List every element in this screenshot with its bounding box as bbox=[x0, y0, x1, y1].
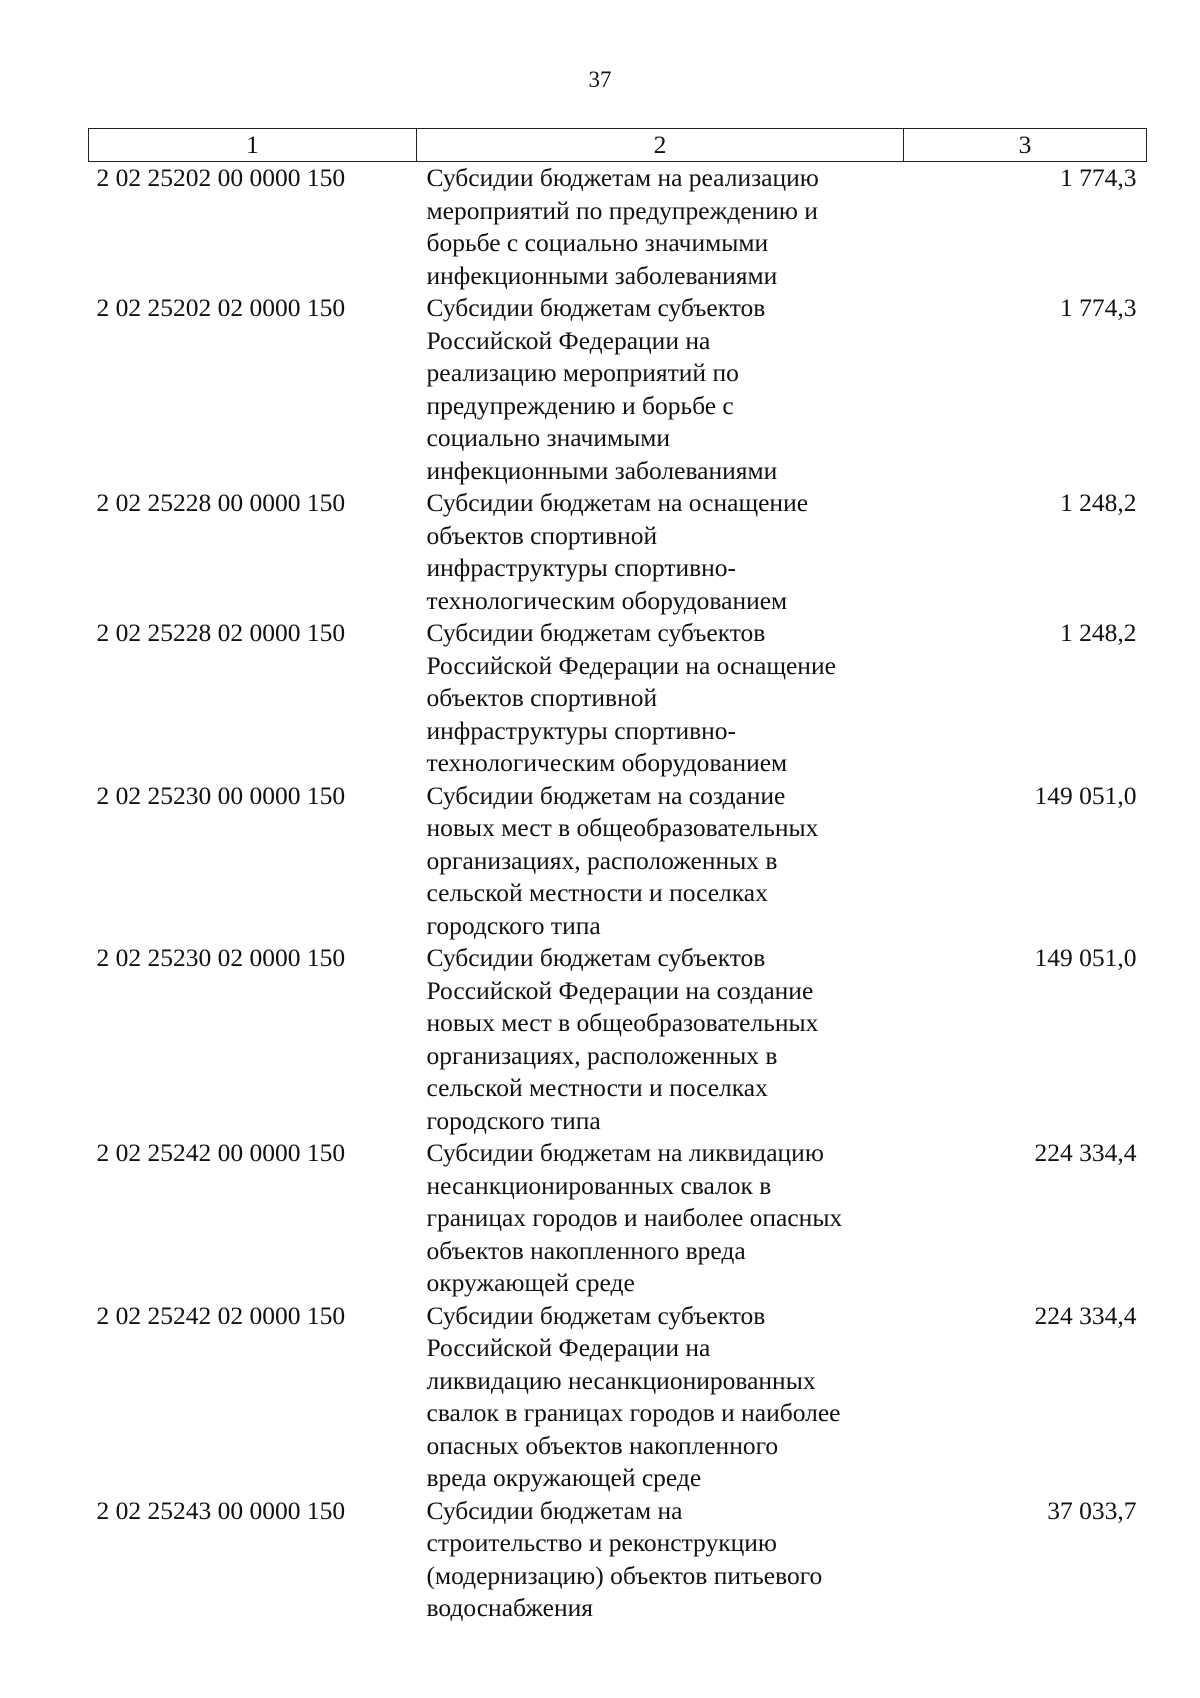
description-line: водоснабжения bbox=[426, 1593, 593, 1622]
description-line: новых мест в общеобразовательных bbox=[426, 813, 819, 842]
description-line: борьбе с социально значимыми bbox=[426, 228, 769, 257]
description-line: предупреждению и борьбе с bbox=[426, 390, 734, 420]
row-description bbox=[417, 780, 904, 943]
description-line: свалок в границах городов и наиболее bbox=[426, 1398, 841, 1427]
description-line: Российской Федерации на создание bbox=[426, 975, 814, 1005]
table-row bbox=[89, 1300, 1147, 1495]
column-header-code: 1 bbox=[89, 129, 417, 162]
description-line: опасных объектов накопленного bbox=[426, 1430, 779, 1460]
row-code: 2 02 25202 02 0000 150 bbox=[96, 293, 346, 322]
column-header-amount: 3 bbox=[904, 129, 1147, 162]
description-line: (модернизацию) объектов питьевого bbox=[426, 1560, 823, 1590]
row-amount: 1 774,3 bbox=[1060, 163, 1137, 192]
description-line: организациях, расположенных в bbox=[426, 1040, 778, 1070]
description-line: технологическим оборудованием bbox=[426, 585, 788, 615]
description-line: ликвидацию несанкционированных bbox=[426, 1365, 816, 1395]
table-row bbox=[89, 780, 1147, 943]
budget-table bbox=[88, 128, 1147, 1625]
description-line: несанкционированных свалок в bbox=[426, 1170, 772, 1200]
row-amount: 149 051,0 bbox=[1034, 780, 1137, 810]
column-header-description: 2 bbox=[417, 129, 904, 162]
table-row bbox=[89, 1495, 1147, 1625]
table-row bbox=[89, 162, 1147, 293]
row-amount: 1 248,2 bbox=[1060, 488, 1137, 517]
header-row bbox=[89, 129, 1147, 162]
description-line: Субсидии бюджетам на оснащение bbox=[426, 488, 809, 517]
description-line: городского типа bbox=[426, 910, 601, 940]
description-line: Субсидии бюджетам на bbox=[426, 1495, 683, 1525]
table-row bbox=[89, 1137, 1147, 1300]
description-line: объектов спортивной bbox=[426, 683, 658, 712]
row-code: 2 02 25230 02 0000 150 bbox=[96, 943, 346, 972]
table-row bbox=[89, 942, 1147, 1137]
row-code: 2 02 25228 00 0000 150 bbox=[96, 488, 346, 517]
description-line: реализацию мероприятий по bbox=[426, 358, 739, 387]
description-line: Субсидии бюджетам субъектов bbox=[426, 1300, 766, 1330]
row-amount: 1 774,3 bbox=[1060, 293, 1137, 322]
row-description bbox=[417, 162, 904, 293]
description-line: инфекционными заболеваниями bbox=[426, 455, 778, 485]
row-description bbox=[417, 617, 904, 780]
description-line: объектов накопленного вреда bbox=[426, 1235, 746, 1265]
description-line: Субсидии бюджетам субъектов bbox=[426, 943, 766, 972]
table-header bbox=[89, 129, 1147, 162]
description-line: городского типа bbox=[426, 1105, 601, 1135]
row-amount: 224 334,4 bbox=[1034, 1138, 1137, 1167]
description-line: Российской Федерации на bbox=[426, 325, 711, 355]
row-amount: 224 334,4 bbox=[1034, 1300, 1137, 1330]
description-line: строительство и реконструкцию bbox=[426, 1528, 777, 1557]
row-description bbox=[417, 292, 904, 487]
row-amount: 37 033,7 bbox=[1047, 1495, 1137, 1525]
row-description bbox=[417, 1137, 904, 1300]
description-line: Российской Федерации на bbox=[426, 1333, 711, 1362]
row-description bbox=[417, 1495, 904, 1625]
page-number: 37 bbox=[588, 67, 612, 92]
table-row bbox=[89, 617, 1147, 780]
description-line: Российской Федерации на оснащение bbox=[426, 650, 836, 680]
description-line: границах городов и наиболее опасных bbox=[426, 1203, 843, 1232]
row-description bbox=[417, 487, 904, 617]
description-line: Субсидии бюджетам на реализацию bbox=[426, 163, 819, 192]
description-line: объектов спортивной bbox=[426, 520, 658, 550]
row-code: 2 02 25202 00 0000 150 bbox=[96, 163, 346, 192]
description-line: инфраструктуры спортивно- bbox=[426, 553, 737, 582]
description-line: технологическим оборудованием bbox=[426, 748, 788, 777]
table-body bbox=[89, 162, 1147, 1625]
description-line: Субсидии бюджетам на создание bbox=[426, 780, 786, 810]
row-code: 2 02 25243 00 0000 150 bbox=[96, 1495, 346, 1525]
description-line: мероприятий по предупреждению и bbox=[426, 195, 818, 225]
row-code: 2 02 25230 00 0000 150 bbox=[96, 780, 346, 810]
description-line: инфекционными заболеваниями bbox=[426, 260, 778, 290]
row-code: 2 02 25242 02 0000 150 bbox=[96, 1300, 346, 1330]
description-line: новых мест в общеобразовательных bbox=[426, 1008, 819, 1037]
row-description bbox=[417, 1300, 904, 1495]
table-row bbox=[89, 292, 1147, 487]
description-line: Субсидии бюджетам субъектов bbox=[426, 293, 766, 322]
row-amount: 149 051,0 bbox=[1034, 943, 1137, 972]
table-row bbox=[89, 487, 1147, 617]
description-line: Субсидии бюджетам на ликвидацию bbox=[426, 1138, 824, 1167]
description-line: сельской местности и поселках bbox=[426, 1073, 768, 1102]
description-line: окружающей среде bbox=[426, 1268, 635, 1297]
row-code: 2 02 25228 02 0000 150 bbox=[96, 618, 346, 647]
row-amount: 1 248,2 bbox=[1060, 618, 1137, 647]
description-line: сельской местности и поселках bbox=[426, 878, 768, 907]
description-line: вреда окружающей среде bbox=[426, 1463, 702, 1492]
description-line: Субсидии бюджетам субъектов bbox=[426, 618, 766, 647]
description-line: инфраструктуры спортивно- bbox=[426, 715, 737, 745]
description-line: организациях, расположенных в bbox=[426, 845, 778, 875]
description-line: социально значимыми bbox=[426, 423, 671, 452]
row-code: 2 02 25242 00 0000 150 bbox=[96, 1138, 346, 1167]
row-description bbox=[417, 942, 904, 1137]
